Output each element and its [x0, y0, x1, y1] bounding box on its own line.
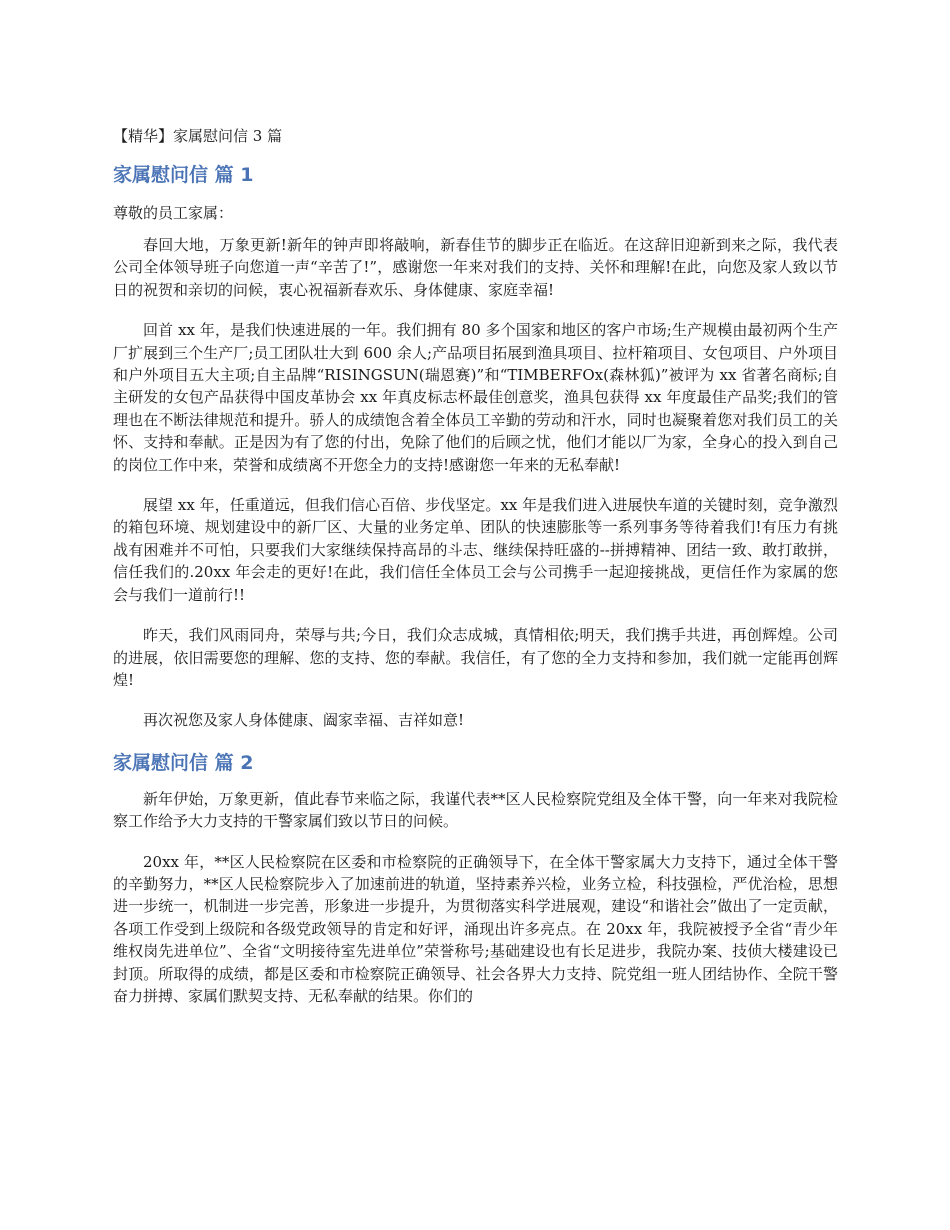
paragraph: 新年伊始，万象更新，值此春节来临之际，我谨代表**区人民检察院党组及全体干警，向一年来对我院检察工作给予大力支持的干警家属们致以节日的问候。	[113, 789, 838, 831]
paragraph: 展望 xx 年，任重道远，但我们信心百倍、步伐坚定。xx 年是我们进入进展快车道的关键时刻，竞争激烈的箱包环境、规划建设中的新厂区、大量的业务定单、团队的快速膨胀等一系列事务等待着我们!有压力有挑战有困难并不可怕，只要我们大家继续保持高昂的斗志、继续保持旺盛的--拼搏精神、团结一致、敢打敢拼，信任我们的.20xx 年会走的更好!在此，我们信任全体员工会与公司携手一起迎接挑战，更信任作为家属的您会与我们一道前行!!	[113, 496, 838, 604]
document-title: 【精华】家属慰问信 3 篇	[113, 127, 283, 145]
section-2	[113, 750, 838, 1008]
section-1-heading: 家属慰问信 篇 1	[113, 164, 254, 186]
paragraph: 春回大地，万象更新!新年的钟声即将敲响，新春佳节的脚步正在临近。在这辞旧迎新到来之际，我代表公司全体领导班子向您道一声“辛苦了!”，感谢您一年来对我们的支持、关怀和理解!在此，向您及家人致以节日的祝贺和亲切的问候，衷心祝福新春欢乐、身体健康、家庭幸福!	[113, 236, 838, 299]
paragraph: 再次祝您及家人身体健康、阖家幸福、吉祥如意!	[143, 711, 465, 730]
section-1	[113, 162, 838, 732]
paragraph: 昨天，我们风雨同舟，荣辱与共;今日，我们众志成城，真情相依;明天，我们携手共进，再创辉煌。公司的进展，依旧需要您的理解、您的支持、您的奉献。我信任，有了您的全力支持和参加，我们就一定能再创辉煌!	[113, 626, 838, 689]
paragraph: 20xx 年，**区人民检察院在区委和市检察院的正确领导下，在全体干警家属大力支持下，通过全体干警的辛勤努力，**区人民检察院步入了加速前进的轨道，坚持素养兴检，业务立检，科技强检，严优治检，思想进一步统一，机制进一步完善，形象进一步提升，为贯彻落实科学进展观，建设“和谐社会”做出了一定贡献，各项工作受到上级院和各级党政领导的肯定和好评，涌现出许多亮点。在 20xx 年，我院被授予全省“青少年维权岗先进单位”、全省“文明接待室先进单位”荣誉称号;基础建设也有长足进步，我院办案、技侦大楼建设已封顶。所取得的成绩，都是区委和市检察院正确领导、社会各界大力支持、院党组一班人团结协作、全院干警奋力拼搏、家属们默契支持、无私奉献的结果。你们的	[113, 852, 838, 1005]
salutation: 尊敬的员工家属：	[113, 204, 234, 222]
document-body	[113, 124, 838, 1025]
paragraph: 回首 xx 年，是我们快速进展的一年。我们拥有 80 多个国家和地区的客户市场;生产规模由最初两个生产厂扩展到三个生产厂;员工团队壮大到 600 余人;产品项目拓展到渔具项目、拉杆箱项目、女包项目、户外项目和户外项目五大主项;自主品牌“RISINGSUN(瑞恩赛)”和“TIMBERFOx(森林狐)”被评为 xx 省著名商标;自主研发的女包产品获得中国皮革协会 xx 年真皮标志杯最佳创意奖，渔具包获得 xx 年度最佳产品奖;我们的管理也在不断法律规范和提升。骄人的成绩饱含着全体员工辛勤的劳动和汗水，同时也凝聚着您对我们员工的关怀、支持和奉献。正是因为有了您的付出，免除了他们的后顾之忧，他们才能以厂为家，全身心的投入到自己的岗位工作中来，荣誉和成绩离不开您全力的支持!感谢您一年来的无私奉献!	[113, 321, 838, 474]
section-2-heading: 家属慰问信 篇 2	[113, 751, 254, 774]
